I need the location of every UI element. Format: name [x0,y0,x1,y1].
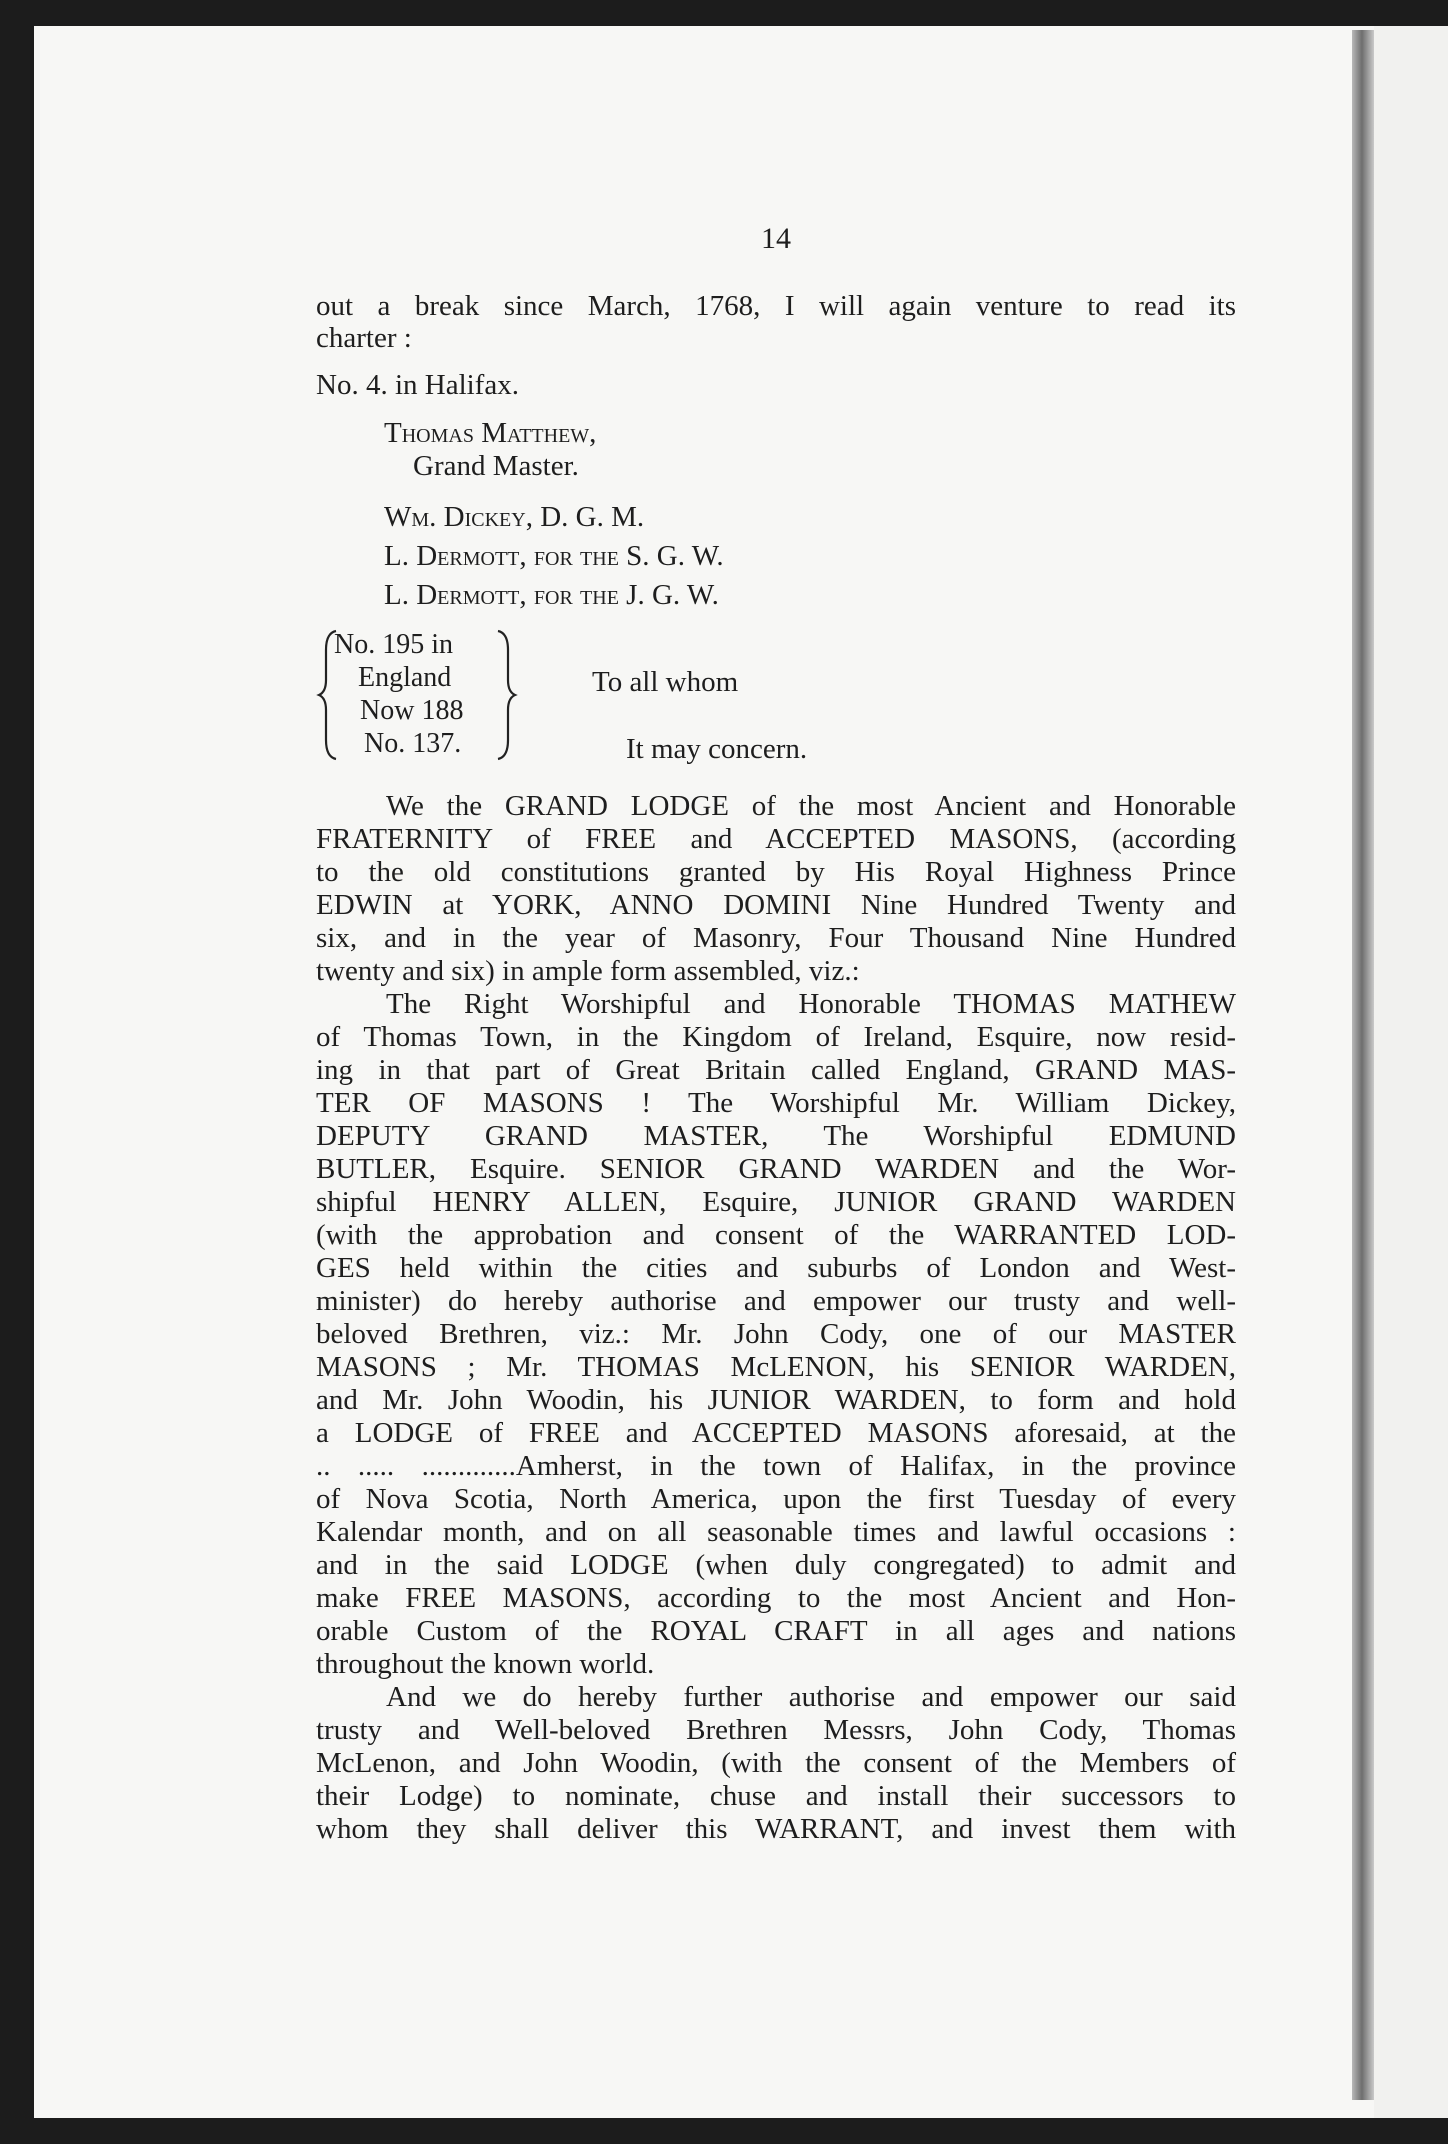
page-number: 14 [761,222,791,255]
body-line-27: throughout the known world. [316,1648,655,1680]
body-line-22: of Nova Scotia, North America, upon the first Tuesday of every [316,1483,1236,1515]
bracket-line-3: Now 188 [360,695,464,726]
lodge-number-bracket [316,628,856,764]
intro-line-2: charter : [316,322,412,354]
body-line-12: BUTLER, Esquire. SENIOR GRAND WARDEN and the Wor- [316,1153,1236,1185]
right-brace-icon [494,628,518,762]
body-line-4: EDWIN at YORK, ANNO DOMINI Nine Hundred Twenty and [316,889,1236,921]
intro-line-1: out a break since March, 1768, I will again venture to read its [316,290,1236,322]
body-line-26: orable Custom of the ROYAL CRAFT in all ages and nations [316,1615,1236,1647]
body-line-3: to the old constitutions granted by His Royal Highness Prince [316,856,1236,888]
body-line-24: and in the said LODGE (when duly congregated) to admit and [316,1549,1236,1581]
signatory-sgw: L. Dermott, for the S. G. W. [384,540,724,572]
body-line-31: their Lodge) to nominate, chuse and install their successors to [316,1780,1236,1812]
body-line-19: and Mr. John Woodin, his JUNIOR WARDEN, to form and hold [316,1384,1236,1416]
body-line-32: whom they shall deliver this WARRANT, and invest them with [316,1813,1236,1845]
body-line-30: McLenon, and John Woodin, (with the consent of the Members of [316,1747,1236,1779]
body-line-21: .. ..... .............Amherst, in the town of Halifax, in the province [316,1450,1236,1482]
body-line-14: (with the approbation and consent of the WARRANTED LOD- [316,1219,1236,1251]
body-line-18: MASONS ; Mr. THOMAS McLENON, his SENIOR WARDEN, [316,1351,1236,1383]
body-line-9: ing in that part of Great Britain called England, GRAND MAS- [316,1054,1236,1086]
body-line-16: minister) do hereby authorise and empower our trusty and well- [316,1285,1236,1317]
body-line-29: trusty and Well-beloved Brethren Messrs, John Cody, Thomas [316,1714,1236,1746]
signatory-grand-master-name: Thomas Matthew, [384,417,597,449]
body-line-11: DEPUTY GRAND MASTER, The Worshipful EDMUND [316,1120,1236,1152]
body-line-8: of Thomas Town, in the Kingdom of Ireland, Esquire, now resid- [316,1021,1236,1053]
body-line-13: shipful HENRY ALLEN, Esquire, JUNIOR GRAND WARDEN [316,1186,1236,1218]
body-line-15: GES held within the cities and suburbs of London and West- [316,1252,1236,1284]
address-line-1: To all whom [592,666,739,698]
body-line-2: FRATERNITY of FREE and ACCEPTED MASONS, (according [316,823,1236,855]
body-line-7: The Right Worshipful and Honorable THOMAS MATHEW [386,988,1236,1020]
bracket-line-1: No. 195 in [334,629,453,660]
body-line-23: Kalendar month, and on all seasonable times and lawful occasions : [316,1516,1236,1548]
lodge-heading: No. 4. in Halifax. [316,369,519,401]
body-line-6: twenty and six) in ample form assembled, viz.: [316,955,860,987]
facing-page-edge [1374,26,1448,2118]
signatory-jgw: L. Dermott, for the J. G. W. [384,579,719,611]
bracket-line-2: England [358,662,452,693]
bracket-line-4: No. 137. [364,728,462,759]
signatory-grand-master-title: Grand Master. [413,450,579,482]
body-line-1: We the GRAND LODGE of the most Ancient and Honorable [386,790,1236,822]
address-line-2: It may concern. [626,733,808,765]
body-line-5: six, and in the year of Masonry, Four Thousand Nine Hundred [316,922,1236,954]
body-line-28: And we do hereby further authorise and empower our said [386,1681,1236,1713]
body-line-10: TER OF MASONS ! The Worshipful Mr. William Dickey, [316,1087,1236,1119]
signatory-dgm: Wm. Dickey, D. G. M. [384,501,645,533]
body-line-25: make FREE MASONS, according to the most Ancient and Hon- [316,1582,1236,1614]
page-gutter-edge [1352,30,1374,2100]
body-line-20: a LODGE of FREE and ACCEPTED MASONS aforesaid, at the [316,1417,1236,1449]
body-line-17: beloved Brethren, viz.: Mr. John Cody, one of our MASTER [316,1318,1236,1350]
